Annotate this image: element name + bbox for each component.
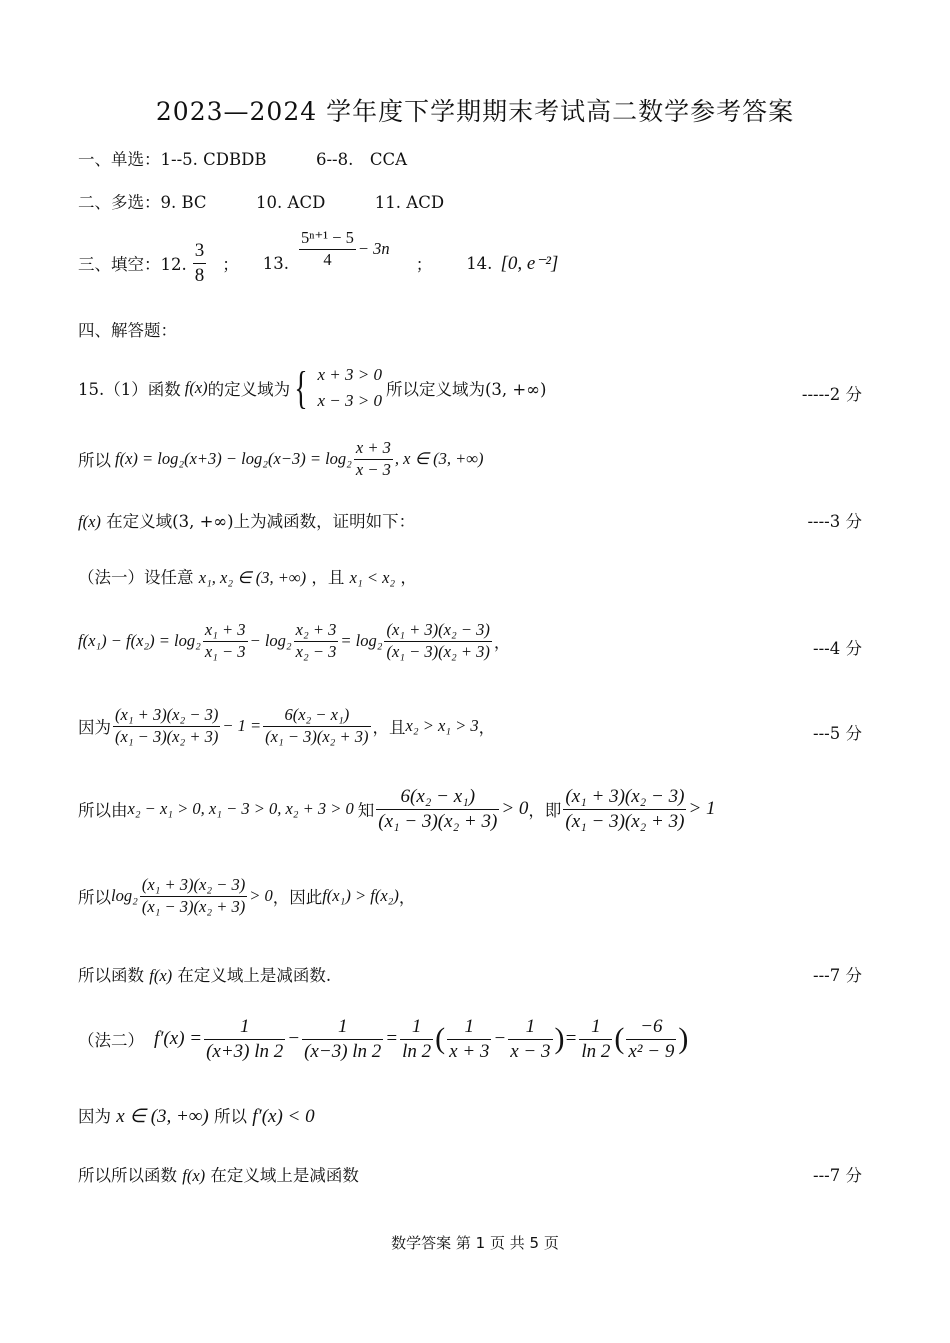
q15-line-compare xyxy=(78,705,495,747)
numerator: 6(x₂ − x₁) xyxy=(376,785,499,810)
section-fill-blank xyxy=(78,227,559,296)
numerator: −6 xyxy=(626,1015,676,1040)
fraction xyxy=(113,705,220,747)
numerator: (x₁ + 3)(x₂ − 3) xyxy=(113,705,220,727)
q15-line-claim xyxy=(78,508,415,532)
numerator: (x₁ + 3)(x₂ − 3) xyxy=(384,620,491,642)
denominator: x² − 9 xyxy=(628,1040,675,1062)
denominator: x + 3 xyxy=(449,1040,490,1062)
left-brace-icon: { xyxy=(294,362,308,414)
text: 所以函数 xyxy=(78,966,144,985)
denominator: ln 2 xyxy=(402,1040,432,1062)
text: （法二） xyxy=(78,1031,144,1051)
expression: , x ∈ (3, +∞) xyxy=(394,449,484,469)
text: （法一）设任意 xyxy=(78,568,194,587)
separator: ； xyxy=(415,255,433,274)
denominator: (x₁ − 3)(x₂ + 3) xyxy=(565,810,685,832)
text: 知 xyxy=(357,801,375,821)
text: ， xyxy=(478,718,496,738)
score-mark: ---4 分 xyxy=(813,639,862,658)
fraction xyxy=(447,1015,491,1064)
expression: − log₂ xyxy=(249,631,292,651)
fraction xyxy=(508,1015,552,1064)
numerator: 1 xyxy=(302,1015,383,1040)
separator: ； xyxy=(222,255,239,274)
q13-numerator: 5ⁿ⁺¹ − 5 xyxy=(299,228,356,250)
function-fx: f(x) xyxy=(78,512,101,531)
fill-blank-prefix: 三、填空：12. xyxy=(78,255,187,274)
q15-line-expression xyxy=(78,438,483,480)
text: ， xyxy=(398,888,416,908)
page-title: 2023—2024 学年度下学期期末考试高二数学参考答案 xyxy=(155,97,795,126)
page-footer: 数学答案 第 1 页 共 5 页 xyxy=(391,1234,559,1252)
fraction xyxy=(376,785,499,834)
q13-label: 13. xyxy=(262,253,289,273)
fraction xyxy=(400,1015,433,1064)
numerator: 1 xyxy=(400,1015,433,1040)
denominator: x₁ − 3 xyxy=(204,641,246,661)
q13-answer-fraction xyxy=(299,228,356,270)
fraction xyxy=(579,1015,612,1064)
fraction xyxy=(302,1015,383,1064)
text: 所以 xyxy=(78,451,111,471)
right-paren-icon: ) xyxy=(678,1022,689,1056)
expression: > 1 xyxy=(688,798,716,820)
q15-line-conclusion-1 xyxy=(78,962,331,986)
numerator: 1 xyxy=(579,1015,612,1040)
expression: = xyxy=(564,1028,578,1050)
expression: > 0 xyxy=(501,798,529,820)
q15-label: 15.（1）函数 xyxy=(78,380,181,400)
q14-label: 14. xyxy=(466,253,493,273)
fraction xyxy=(140,875,247,917)
q15-line-derivative-sign xyxy=(78,1103,315,1128)
denominator: x − 3 xyxy=(510,1040,551,1062)
numerator: x₂ + 3 xyxy=(294,620,339,642)
denominator: (x₁ − 3)(x₂ + 3) xyxy=(141,896,246,916)
text: 所以由 xyxy=(78,801,128,821)
function-fx: f(x) xyxy=(149,966,173,985)
denominator: (x+3) ln 2 xyxy=(206,1040,284,1062)
expression: x ∈ (3, +∞) xyxy=(116,1106,209,1127)
inequality-system xyxy=(290,362,382,415)
denominator: (x₁ − 3)(x₂ + 3) xyxy=(386,641,490,661)
q15-line-difference xyxy=(78,620,510,662)
q15-line-domain xyxy=(78,362,546,415)
expression: x₂ − x₁ > 0, x₁ − 3 > 0, x₂ + 3 > 0 xyxy=(127,799,354,819)
function-fx: f(x) xyxy=(182,1166,206,1185)
expression: = log₂ xyxy=(340,631,383,651)
q13-tail: − 3n xyxy=(357,239,390,258)
section-single-choice: 一、单选：1--5. CDBDB 6--8. CCA xyxy=(78,150,408,169)
expression: − xyxy=(287,1028,301,1050)
fraction xyxy=(626,1015,676,1064)
expression: x₂ > x₁ > 3 xyxy=(405,716,479,736)
denominator: x − 3 xyxy=(355,459,391,479)
expression: = xyxy=(385,1028,399,1050)
expression: > 0 xyxy=(249,886,273,906)
fraction xyxy=(204,1015,285,1064)
left-paren-icon: ( xyxy=(435,1022,446,1056)
expression: log₂ xyxy=(111,886,138,906)
q13-denominator: 4 xyxy=(323,249,332,269)
text: ， xyxy=(400,568,417,587)
text: 的定义域为 xyxy=(207,380,291,400)
expression: − xyxy=(493,1028,507,1050)
numerator: (x₁ + 3)(x₂ − 3) xyxy=(563,785,686,810)
fraction xyxy=(563,785,686,834)
text: 所以定义域为(3, +∞) xyxy=(386,380,547,400)
q12-answer-fraction xyxy=(193,239,207,288)
text: ，且 xyxy=(372,718,406,738)
expression: − 1 = xyxy=(222,716,262,736)
text: 所以 xyxy=(78,888,111,908)
q12-numerator: 3 xyxy=(193,239,207,264)
numerator: 1 xyxy=(204,1015,285,1040)
q15-line-log-conclusion xyxy=(78,875,415,917)
denominator: x₂ − 3 xyxy=(295,641,337,661)
q15-line-conclusion-2 xyxy=(78,1162,359,1186)
denominator: ln 2 xyxy=(581,1040,611,1062)
score-mark: ----3 分 xyxy=(807,512,862,531)
text: ，因此 xyxy=(272,888,323,908)
text: ，即 xyxy=(528,801,562,821)
q15-line-derivation xyxy=(78,785,716,834)
text: 因为 xyxy=(78,718,111,738)
numerator: 1 xyxy=(447,1015,491,1040)
numerator: 6(x₂ − x₁) xyxy=(263,705,370,727)
fraction xyxy=(354,438,393,480)
q15-line-method2-derivative xyxy=(78,1015,688,1064)
function-fx: f(x) xyxy=(184,378,208,398)
q12-denominator: 8 xyxy=(194,264,205,286)
score-mark: ---7 分 xyxy=(813,966,862,985)
system-row-2: x − 3 > 0 xyxy=(317,391,382,411)
fraction xyxy=(203,620,248,662)
score-mark: ---7 分 xyxy=(813,1166,862,1185)
text: ， xyxy=(493,633,511,653)
denominator: (x₁ − 3)(x₂ + 3) xyxy=(378,810,498,832)
expression: f′(x) = xyxy=(154,1028,203,1050)
numerator: x + 3 xyxy=(354,438,393,460)
numerator: 1 xyxy=(508,1015,552,1040)
expression: f(x₁) − f(x₂) = log₂ xyxy=(78,631,201,651)
fraction xyxy=(294,620,339,662)
denominator: (x−3) ln 2 xyxy=(304,1040,382,1062)
expression: f′(x) < 0 xyxy=(252,1106,315,1127)
text: 因为 xyxy=(78,1107,111,1126)
text: 在定义域(3, +∞)上为减函数，证明如下： xyxy=(106,512,416,531)
denominator: (x₁ − 3)(x₂ + 3) xyxy=(115,726,219,746)
system-row-1: x + 3 > 0 xyxy=(317,365,382,384)
text: 所以 xyxy=(214,1107,248,1126)
section-multiple-choice: 二、多选：9. BC 10. ACD 11. ACD xyxy=(78,193,445,212)
right-paren-icon: ) xyxy=(554,1022,565,1056)
expression: x₁, x₂ ∈ (3, +∞) xyxy=(198,568,307,587)
section-solutions: 四、解答题： xyxy=(78,321,177,340)
text: 在定义域上是减函数 xyxy=(210,1166,359,1185)
expression: x₁ < x₂ xyxy=(349,568,396,587)
text: ，且 xyxy=(311,568,345,587)
denominator: (x₁ − 3)(x₂ + 3) xyxy=(265,726,369,746)
fraction xyxy=(384,620,491,662)
text: 在定义域上是减函数. xyxy=(177,966,332,985)
score-mark: ---5 分 xyxy=(813,724,862,743)
expression: f(x) = log₂(x+3) − log₂(x−3) = log₂ xyxy=(115,449,352,469)
fraction xyxy=(263,705,370,747)
q15-line-method1-setup xyxy=(78,564,417,588)
left-paren-icon: ( xyxy=(614,1022,625,1056)
score-mark: -----2 分 xyxy=(801,385,862,404)
numerator: (x₁ + 3)(x₂ − 3) xyxy=(140,875,247,897)
q14-answer: [0, e⁻²] xyxy=(500,252,559,274)
expression: f(x₁) > f(x₂) xyxy=(322,886,399,906)
numerator: x₁ + 3 xyxy=(203,620,248,642)
text: 所以所以函数 xyxy=(78,1166,177,1185)
